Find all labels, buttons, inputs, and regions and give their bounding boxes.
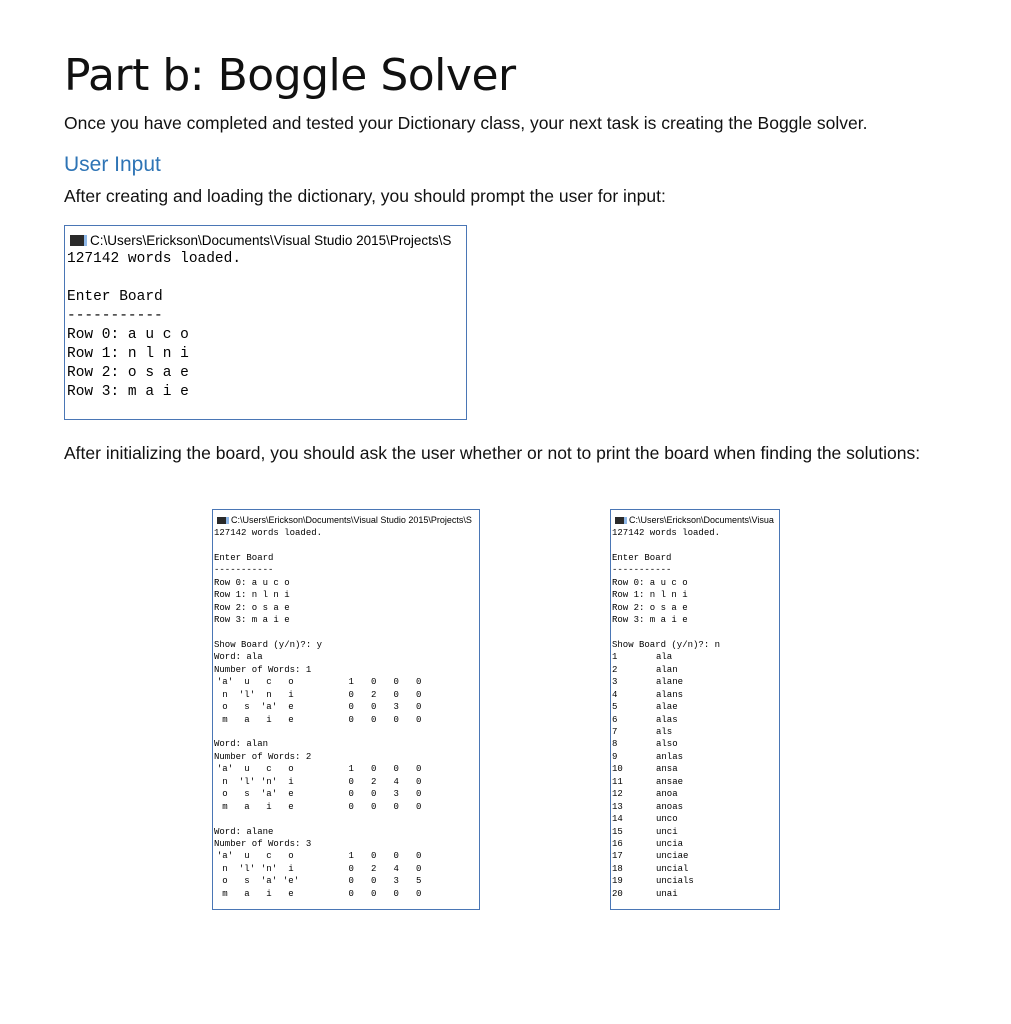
board-grid-row xyxy=(214,714,479,726)
board-row-line: Row 2: o s a e xyxy=(67,365,189,381)
count-cell: 0 xyxy=(416,776,422,787)
word-list-item xyxy=(612,888,779,900)
count-cell: 0 xyxy=(371,789,377,800)
word-index: 12 xyxy=(612,789,623,800)
board-cell: o xyxy=(222,876,228,887)
show-board-prompt: Show Board (y/n)?: y xyxy=(214,639,323,650)
board-cell: 'a' xyxy=(216,764,234,775)
console-output xyxy=(213,527,479,900)
word-text: unco xyxy=(656,814,678,825)
prompt-paragraph: After creating and loading the dictionary, you should prompt the user for input: xyxy=(64,186,666,206)
word-index: 14 xyxy=(612,814,623,825)
board-cell: a xyxy=(244,714,250,725)
board-cell: u xyxy=(244,851,250,862)
count-cell: 0 xyxy=(348,689,354,700)
word-list-item xyxy=(612,850,779,862)
board-cell: 'l' xyxy=(238,776,256,787)
word-text: also xyxy=(656,739,678,750)
word-list-item xyxy=(612,726,779,738)
board-cell: o xyxy=(288,764,294,775)
solution-word-line: Word: alan xyxy=(214,739,269,750)
word-list-item xyxy=(612,788,779,800)
count-cell: 0 xyxy=(393,851,399,862)
word-list-item xyxy=(612,863,779,875)
count-cell: 4 xyxy=(393,776,399,787)
board-cell: s xyxy=(244,702,250,713)
page-title: Part b: Boggle Solver xyxy=(64,50,516,101)
board-cell: i xyxy=(266,714,272,725)
word-index: 4 xyxy=(612,689,618,700)
board-cell: o xyxy=(288,677,294,688)
board-cell: i xyxy=(288,863,294,874)
board-cell: a xyxy=(244,888,250,899)
count-cell: 0 xyxy=(416,714,422,725)
board-cell: m xyxy=(222,801,228,812)
board-cell: i xyxy=(288,776,294,787)
board-cell: n xyxy=(222,776,228,787)
word-text: ansa xyxy=(656,764,678,775)
console-output xyxy=(611,527,779,900)
word-index: 2 xyxy=(612,664,618,675)
count-cell: 0 xyxy=(416,801,422,812)
count-cell: 2 xyxy=(371,863,377,874)
section-heading: User Input xyxy=(64,153,161,176)
word-list-item xyxy=(612,838,779,850)
intro-paragraph: Once you have completed and tested your Dictionary class, your next task is creating the Boggle solver. xyxy=(64,113,868,133)
show-board-prompt: Show Board (y/n)?: n xyxy=(612,639,721,650)
word-list-item xyxy=(612,751,779,763)
count-cell: 1 xyxy=(348,851,354,862)
count-cell: 0 xyxy=(348,876,354,887)
board-cell: m xyxy=(222,714,228,725)
count-cell: 0 xyxy=(416,863,422,874)
count-cell: 0 xyxy=(348,702,354,713)
board-row-line: Row 1: n l n i xyxy=(612,590,688,601)
board-cell: 'a' xyxy=(216,677,234,688)
board-cell: a xyxy=(244,801,250,812)
console-title-path: C:\Users\Erickson\Documents\Visua xyxy=(629,515,774,525)
word-list-item xyxy=(612,875,779,887)
count-cell: 0 xyxy=(416,888,422,899)
word-text: alae xyxy=(656,702,678,713)
solution-word-line: Word: alane xyxy=(214,826,274,837)
count-cell: 3 xyxy=(393,789,399,800)
word-text: anlas xyxy=(656,751,684,762)
word-text: alane xyxy=(656,677,684,688)
count-cell: 0 xyxy=(371,714,377,725)
board-row-line: Row 3: m a i e xyxy=(214,615,290,626)
board-cell: m xyxy=(222,888,228,899)
word-text: alan xyxy=(656,664,678,675)
board-cell: 'l' xyxy=(238,863,256,874)
board-grid-row xyxy=(214,763,479,775)
enter-board-line: Enter Board xyxy=(612,552,672,563)
count-cell: 0 xyxy=(416,789,422,800)
count-cell: 3 xyxy=(393,702,399,713)
board-grid-row xyxy=(214,850,479,862)
word-list-item xyxy=(612,701,779,713)
board-cell: u xyxy=(244,677,250,688)
word-index: 3 xyxy=(612,677,618,688)
loaded-line: 127142 words loaded. xyxy=(214,528,323,538)
console-titlebar xyxy=(611,510,779,527)
word-text: unciae xyxy=(656,851,689,862)
board-grid-row xyxy=(214,888,479,900)
solution-word-line: Word: ala xyxy=(214,652,263,663)
board-row-line: Row 3: m a i e xyxy=(612,615,688,626)
word-list-item xyxy=(612,813,779,825)
board-row-line: Row 0: a u c o xyxy=(612,577,688,588)
count-cell: 0 xyxy=(393,677,399,688)
count-cell: 0 xyxy=(416,702,422,713)
blank-line xyxy=(214,813,479,825)
word-index: 13 xyxy=(612,801,623,812)
count-cell: 0 xyxy=(393,714,399,725)
board-row-line: Row 0: a u c o xyxy=(214,577,290,588)
board-cell: o xyxy=(222,789,228,800)
count-cell: 1 xyxy=(348,677,354,688)
count-cell: 2 xyxy=(371,689,377,700)
word-text: uncia xyxy=(656,838,684,849)
word-index: 20 xyxy=(612,888,623,899)
word-index: 10 xyxy=(612,764,623,775)
dash-line: ----------- xyxy=(67,308,163,324)
word-list-item xyxy=(612,763,779,775)
board-cell: 'a' xyxy=(216,851,234,862)
console-app-icon xyxy=(615,517,627,524)
blank-line xyxy=(214,726,479,738)
board-cell: i xyxy=(288,689,294,700)
word-index: 15 xyxy=(612,826,623,837)
dash-line: ----------- xyxy=(214,565,274,576)
count-cell: 0 xyxy=(348,801,354,812)
console-app-icon xyxy=(70,235,87,246)
count-cell: 0 xyxy=(348,863,354,874)
board-grid-row xyxy=(214,801,479,813)
solution-count-line: Number of Words: 1 xyxy=(214,664,312,675)
board-cell: n xyxy=(222,689,228,700)
word-index: 1 xyxy=(612,652,618,663)
board-cell: e xyxy=(288,714,294,725)
board-cell: e xyxy=(288,888,294,899)
word-list-item xyxy=(612,801,779,813)
word-text: alans xyxy=(656,689,684,700)
count-cell: 0 xyxy=(371,888,377,899)
enter-board-line: Enter Board xyxy=(67,289,163,305)
board-row-line: Row 3: m a i e xyxy=(67,384,189,400)
board-cell: e xyxy=(288,789,294,800)
board-cell: i xyxy=(266,801,272,812)
word-index: 9 xyxy=(612,751,618,762)
word-text: alas xyxy=(656,714,678,725)
word-list-item xyxy=(612,776,779,788)
board-row-line: Row 2: o s a e xyxy=(612,602,688,613)
word-text: ansae xyxy=(656,776,684,787)
count-cell: 5 xyxy=(416,876,422,887)
count-cell: 1 xyxy=(348,764,354,775)
word-text: anoa xyxy=(656,789,678,800)
board-cell: 'n' xyxy=(260,776,278,787)
board-cell: 'a' xyxy=(260,876,278,887)
board-cell: c xyxy=(266,677,272,688)
word-list-item xyxy=(612,689,779,701)
board-row-line: Row 1: n l n i xyxy=(67,346,189,362)
board-cell: 'a' xyxy=(260,702,278,713)
word-index: 19 xyxy=(612,876,623,887)
word-text: ala xyxy=(656,652,673,663)
board-cell: 'a' xyxy=(260,789,278,800)
console-titlebar xyxy=(213,510,479,527)
count-cell: 0 xyxy=(348,776,354,787)
board-cell: i xyxy=(266,888,272,899)
board-grid-row xyxy=(214,776,479,788)
word-index: 11 xyxy=(612,776,623,787)
board-cell: o xyxy=(288,851,294,862)
loaded-line: 127142 words loaded. xyxy=(67,251,242,267)
solution-count-line: Number of Words: 3 xyxy=(214,838,312,849)
word-index: 18 xyxy=(612,863,623,874)
console-title-path: C:\Users\Erickson\Documents\Visual Studio 2015\Projects\S xyxy=(231,515,472,525)
board-cell: n xyxy=(222,863,228,874)
board-cell: 'n' xyxy=(260,863,278,874)
word-list-item xyxy=(612,826,779,838)
word-text: als xyxy=(656,727,673,737)
board-cell: n xyxy=(266,689,272,700)
count-cell: 0 xyxy=(371,851,377,862)
board-row-line: Row 2: o s a e xyxy=(214,602,290,613)
console-window-input xyxy=(64,225,467,420)
count-cell: 2 xyxy=(371,776,377,787)
count-cell: 0 xyxy=(393,764,399,775)
count-cell: 0 xyxy=(393,801,399,812)
word-list-item xyxy=(612,664,779,676)
loaded-line: 127142 words loaded. xyxy=(612,528,721,538)
word-index: 6 xyxy=(612,714,618,725)
count-cell: 0 xyxy=(348,789,354,800)
board-cell: e xyxy=(288,702,294,713)
word-list-item xyxy=(612,676,779,688)
count-cell: 0 xyxy=(371,764,377,775)
count-cell: 0 xyxy=(371,801,377,812)
word-text: uncial xyxy=(656,863,689,874)
console-titlebar xyxy=(65,226,466,250)
count-cell: 0 xyxy=(371,702,377,713)
board-grid-row xyxy=(214,863,479,875)
word-text: uncials xyxy=(656,876,694,887)
enter-board-line: Enter Board xyxy=(214,552,274,563)
word-index: 5 xyxy=(612,702,618,713)
count-cell: 0 xyxy=(393,888,399,899)
word-list-item xyxy=(612,714,779,726)
board-grid-row xyxy=(214,701,479,713)
console-output xyxy=(65,250,466,402)
board-cell: e xyxy=(288,801,294,812)
board-cell: u xyxy=(244,764,250,775)
word-index: 16 xyxy=(612,838,623,849)
board-cell: s xyxy=(244,789,250,800)
dash-line: ----------- xyxy=(612,565,672,576)
word-index: 17 xyxy=(612,851,623,862)
word-index: 8 xyxy=(612,739,618,750)
board-row-line: Row 0: a u c o xyxy=(67,327,189,343)
board-cell: c xyxy=(266,764,272,775)
board-grid-row xyxy=(214,689,479,701)
board-cell: c xyxy=(266,851,272,862)
count-cell: 0 xyxy=(371,876,377,887)
count-cell: 0 xyxy=(416,689,422,700)
board-row-line: Row 1: n l n i xyxy=(214,590,290,601)
count-cell: 0 xyxy=(416,677,422,688)
count-cell: 0 xyxy=(416,851,422,862)
board-cell: 'l' xyxy=(238,689,256,700)
count-cell: 3 xyxy=(393,876,399,887)
console-window-no-board xyxy=(610,509,780,910)
console-title-path: C:\Users\Erickson\Documents\Visual Studio 2015\Projects\S xyxy=(90,232,452,248)
show-board-paragraph: After initializing the board, you should ask the user whether or not to print the board when finding the solutions: xyxy=(64,443,921,463)
console-app-icon xyxy=(217,517,229,524)
count-cell: 0 xyxy=(416,764,422,775)
board-cell: o xyxy=(222,702,228,713)
count-cell: 0 xyxy=(393,689,399,700)
console-window-show-board xyxy=(212,509,480,910)
word-list-item xyxy=(612,651,779,663)
word-index: 7 xyxy=(612,727,618,737)
board-grid-row xyxy=(214,875,479,887)
word-text: anoas xyxy=(656,801,684,812)
count-cell: 4 xyxy=(393,863,399,874)
word-text: unai xyxy=(656,888,678,899)
board-cell: 'e' xyxy=(282,876,300,887)
solution-count-line: Number of Words: 2 xyxy=(214,751,312,762)
board-grid-row xyxy=(214,676,479,688)
board-cell: s xyxy=(244,876,250,887)
word-text: unci xyxy=(656,826,678,837)
word-list-item xyxy=(612,738,779,750)
count-cell: 0 xyxy=(371,677,377,688)
count-cell: 0 xyxy=(348,714,354,725)
count-cell: 0 xyxy=(348,888,354,899)
board-grid-row xyxy=(214,788,479,800)
